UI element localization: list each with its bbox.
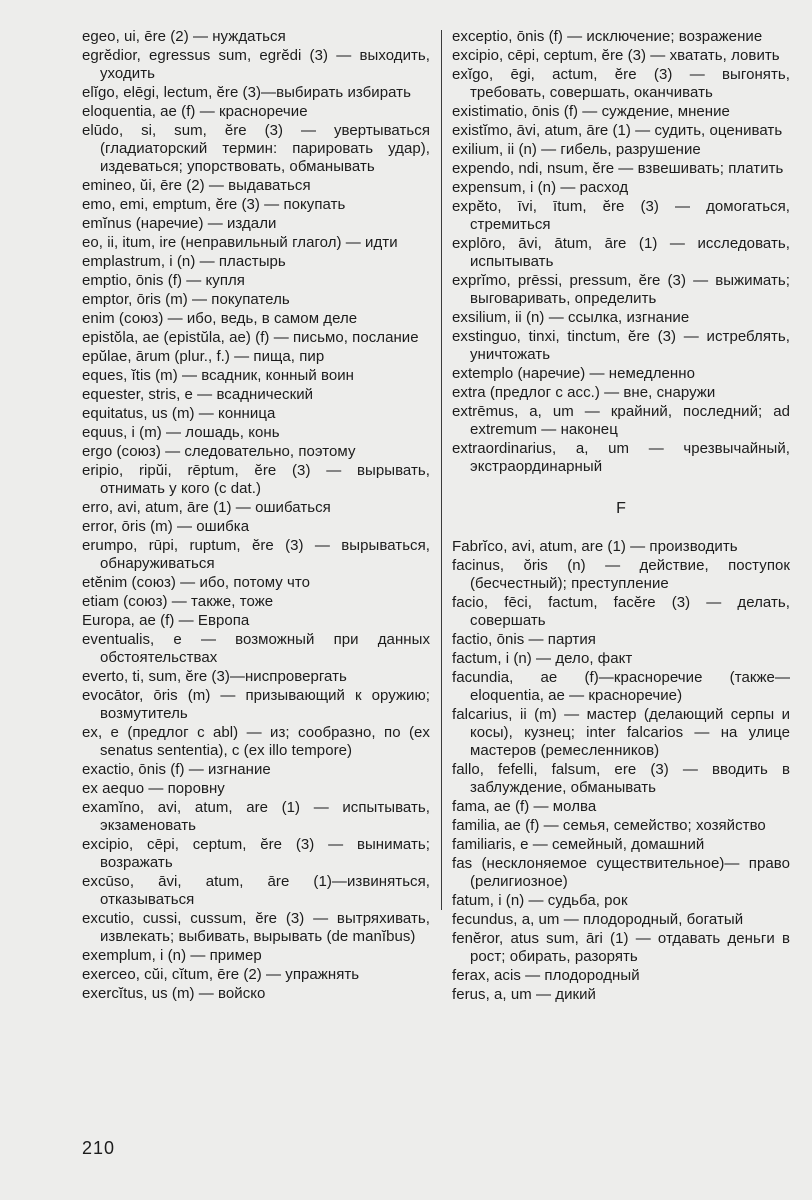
dictionary-entry: excutio, cussi, cussum, ĕre (3) — вытряхивать, извлекать; выбивать, вырывать (de manĭbus) [82, 910, 430, 945]
dictionary-entry: expĕto, īvi, ītum, ĕre (3) — домогаться, стремиться [452, 198, 790, 233]
dictionary-entry: epistŏla, ae (epistŭla, ae) (f) — письмо, послание [82, 329, 419, 346]
dictionary-entry: emineo, ŭi, ēre (2) — выдаваться [82, 177, 311, 194]
dictionary-entry: fallo, fefelli, falsum, ere (3) — вводить в заблуждение, обманывать [452, 761, 790, 796]
dictionary-entry: Europa, ae (f) — Европа [82, 612, 250, 629]
dictionary-entry: etĕnim (союз) — ибо, потому что [82, 574, 311, 591]
right-column-f-entries [452, 538, 790, 1004]
dictionary-entry: emptio, ōnis (f) — купля [82, 272, 245, 289]
dictionary-entry: equus, i (m) — лошадь, конь [82, 424, 280, 441]
dictionary-entry: extrēmus, a, um — крайний, последний; ad extremum — наконец [452, 403, 790, 438]
dictionary-entry: fenĕror, atus sum, āri (1) — отдавать деньги в рост; обирать, разорять [452, 930, 790, 965]
dictionary-entry: eo, ii, itum, ire (неправильный глагол) — идти [82, 234, 398, 251]
dictionary-entry: expendo, ndi, nsum, ĕre — взвешивать; платить [452, 160, 784, 177]
dictionary-entry: examĭno, avi, atum, are (1) — испытывать, экзаменовать [82, 799, 430, 834]
dictionary-entry: egrĕdior, egressus sum, egrĕdi (3) — выходить, уходить [82, 47, 430, 82]
dictionary-entry: fama, ae (f) — молва [452, 798, 597, 815]
dictionary-entry: eventualis, e — возможный при данных обстоятельствах [82, 631, 430, 666]
dictionary-entry: facundia, ae (f)—красноречие (также— eloquentia, ae — красноречие) [452, 669, 790, 704]
dictionary-entry: etiam (союз) — также, тоже [82, 593, 274, 610]
dictionary-entry: excipio, cēpi, ceptum, ĕre (3) — вынимать; возражать [82, 836, 430, 871]
page-number: 210 [82, 1138, 116, 1158]
dictionary-entry: existimatio, ōnis (f) — суждение, мнение [452, 103, 730, 120]
dictionary-entry: excipio, cēpi, ceptum, ĕre (3) — хватать, ловить [452, 47, 780, 64]
dictionary-entry: evocātor, ōris (m) — призывающий к оружию; возмутитель [82, 687, 430, 722]
dictionary-entry: extra (предлог с acc.) — вне, снаружи [452, 384, 716, 401]
dictionary-entry: facinus, ŏris (n) — действие, поступок (бесчестный); преступление [452, 557, 790, 592]
dictionary-entry: eripio, ripŭi, rēptum, ĕre (3) — вырывать, отнимать у кого (с dat.) [82, 462, 430, 497]
dictionary-entry: excūso, āvi, atum, āre (1)—извиняться, отказываться [82, 873, 430, 908]
dictionary-entry: familiaris, e — семейный, домашний [452, 836, 705, 853]
dictionary-entry: familia, ae (f) — семья, семейство; хозяйство [452, 817, 766, 834]
right-column [452, 28, 790, 1005]
dictionary-entry: fas (несклоняемое существительное)— право (религиозное) [452, 855, 790, 890]
dictionary-entry: everto, ti, sum, ĕre (3)—ниспровергать [82, 668, 347, 685]
dictionary-entry: factio, ōnis — партия [452, 631, 596, 648]
dictionary-entry: fatum, i (n) — судьба, рок [452, 892, 628, 909]
dictionary-entry: exemplum, i (n) — пример [82, 947, 262, 964]
dictionary-entry: facio, fēci, factum, facĕre (3) — делать, совершать [452, 594, 790, 629]
dictionary-entry: fecundus, a, um — плодородный, богатый [452, 911, 744, 928]
dictionary-entry: enim (союз) — ибо, ведь, в самом деле [82, 310, 358, 327]
section-letter: F [616, 500, 626, 517]
dictionary-entry: elūdo, si, sum, ĕre (3) — увертываться (гладиаторский термин: парировать удар), издеваться; упорствовать, обманывать [82, 122, 430, 175]
dictionary-entry: emplastrum, i (n) — пластырь [82, 253, 286, 270]
dictionary-entry: epŭlae, ārum (plur., f.) — пища, пир [82, 348, 325, 365]
dictionary-entry: extraordinarius, a, um — чрезвычайный, экстраординарный [452, 440, 790, 475]
dictionary-entry: eques, ĭtis (m) — всадник, конный воин [82, 367, 354, 384]
dictionary-entry: ferax, acis — плодородный [452, 967, 640, 984]
dictionary-entry: exprĭmo, prēssi, pressum, ĕre (3) — выжимать; выговаривать, определить [452, 272, 790, 307]
dictionary-entry: explōro, āvi, ātum, āre (1) — исследовать, испытывать [452, 235, 790, 270]
dictionary-entry: exerceo, cŭi, cĭtum, ēre (2) — упражнять [82, 966, 360, 983]
dictionary-entry: extemplo (наречие) — немедленно [452, 365, 695, 382]
dictionary-entry: erumpo, rūpi, ruptum, ĕre (3) — вырываться, обнаруживаться [82, 537, 430, 572]
dictionary-entry: ergo (союз) — следовательно, поэтому [82, 443, 356, 460]
dictionary-entry: exceptio, ōnis (f) — исключение; возражение [452, 28, 763, 45]
right-column-e-entries [452, 28, 790, 476]
dictionary-entry: ferus, a, um — дикий [452, 986, 596, 1003]
dictionary-entry: equitatus, us (m) — конница [82, 405, 276, 422]
dictionary-entry: equester, stris, e — всаднический [82, 386, 314, 403]
left-column [82, 28, 430, 1004]
dictionary-entry: exercĭtus, us (m) — войско [82, 985, 266, 1002]
dictionary-entry: emo, emi, emptum, ĕre (3) — покупать [82, 196, 346, 213]
dictionary-entry: expensum, i (n) — расход [452, 179, 629, 196]
dictionary-entry: emĭnus (наречие) — издали [82, 215, 277, 232]
dictionary-entry: erro, avi, atum, āre (1) — ошибаться [82, 499, 331, 516]
dictionary-entry: existĭmo, āvi, atum, āre (1) — судить, оценивать [452, 122, 783, 139]
column-divider [441, 30, 442, 910]
dictionary-entry: exsilium, ii (n) — ссылка, изгнание [452, 309, 690, 326]
dictionary-entry: falcarius, ii (m) — мастер (делающий серпы и косы), кузнец; inter falcarios — на улице мастеров (ремесленников) [452, 706, 790, 759]
dictionary-entry: emptor, ōris (m) — покупатель [82, 291, 290, 308]
dictionary-entry: exĭgo, ēgi, actum, ĕre (3) — выгонять, требовать, совершать, оканчивать [452, 66, 790, 101]
dictionary-entry: Fabrĭco, avi, atum, are (1) — производить [452, 538, 738, 555]
dictionary-entry: factum, i (n) — дело, факт [452, 650, 633, 667]
dictionary-entry: elĭgo, elēgi, lectum, ĕre (3)—выбирать избирать [82, 84, 411, 101]
dictionary-entry: egeo, ui, ēre (2) — нуждаться [82, 28, 286, 45]
dictionary-entry: exilium, ii (n) — гибель, разрушение [452, 141, 701, 158]
dictionary-entry: exactio, ōnis (f) — изгнание [82, 761, 271, 778]
dictionary-entry: error, ōris (m) — ошибка [82, 518, 250, 535]
dictionary-entry: ex aequo — поровну [82, 780, 225, 797]
dictionary-entry: ex, e (предлог с abl) — из; сообразно, по (ex senatus sententia), с (ex illo tempore) [82, 724, 430, 759]
dictionary-entry: eloquentia, ae (f) — красноречие [82, 103, 308, 120]
dictionary-entry: exstinguo, tinxi, tinctum, ĕre (3) — истреблять, уничтожать [452, 328, 790, 363]
